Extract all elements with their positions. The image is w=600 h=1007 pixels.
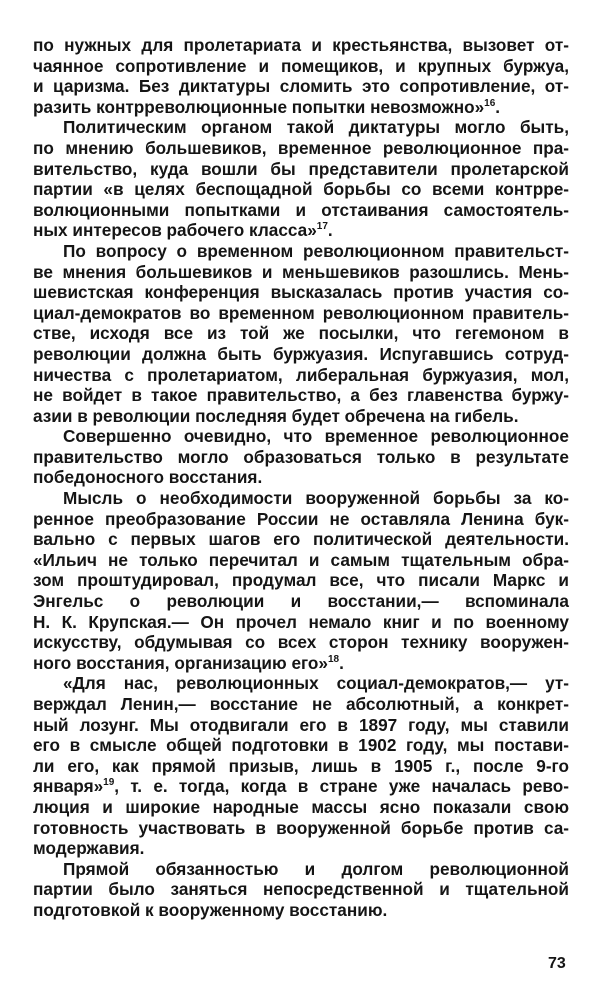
line-text: Совершенно очевидно, что временное революционное <box>63 426 569 447</box>
text-line <box>33 262 569 283</box>
text-line <box>33 365 569 386</box>
paragraph <box>33 426 569 488</box>
text-line <box>33 220 569 241</box>
line-text-after: . <box>327 220 333 241</box>
text-line <box>33 550 569 571</box>
text-line <box>33 776 569 797</box>
text-line <box>33 467 569 488</box>
line-text: партии «в целях беспощадной борьбы со всеми контрре- <box>33 179 569 200</box>
text-line <box>33 385 569 406</box>
text-line <box>33 200 569 221</box>
line-text: модержавия. <box>33 838 145 859</box>
text-line <box>33 570 569 591</box>
text-line <box>33 632 569 653</box>
paragraph <box>33 673 569 858</box>
text-line <box>33 838 569 859</box>
text-line <box>33 900 569 921</box>
text-line <box>33 488 569 509</box>
line-text: «Ильич не только перечитал и самым тщательным обра- <box>33 549 569 570</box>
line-text: ного восстания, организацию его» <box>33 652 328 673</box>
footnote-ref: 16 <box>484 97 496 109</box>
text-line <box>33 76 569 97</box>
line-text: января» <box>33 776 104 797</box>
line-text: верждал Ленин,— восстание не абсолютный, а конкрет- <box>33 694 569 714</box>
line-text: чаянное сопротивление и помещиков, и крупных буржуа, <box>33 55 569 76</box>
text-line <box>33 673 569 694</box>
text-line <box>33 426 569 447</box>
text-line <box>33 406 569 427</box>
line-text-after: . <box>339 652 344 673</box>
text-line <box>33 344 569 365</box>
line-text: люция и широкие народные массы ясно показали свою <box>33 796 569 817</box>
line-text: его в смысле общей подготовки в 1902 году, мы постави- <box>33 735 569 756</box>
line-text: революции должна быть буржуазия. Испугавшись сотруд- <box>33 343 569 364</box>
line-text: Н. К. Крупская.— Он прочел немало книг и по военному <box>33 611 569 632</box>
line-text: азии в революции последняя будет обречена на гибель. <box>33 405 519 426</box>
text-line <box>33 612 569 633</box>
paragraph <box>33 241 569 426</box>
line-text: партии было заняться непосредственной и тщательной <box>33 879 569 900</box>
footnote-ref: 18 <box>328 653 340 665</box>
text-line <box>33 756 569 777</box>
text-line <box>33 323 569 344</box>
text-line <box>33 35 569 56</box>
paragraph <box>33 859 569 921</box>
line-text: стве, исходя все из той же посылки, что гегемоном в <box>33 323 569 344</box>
text-line <box>33 529 569 550</box>
line-text: не войдет в такое правительство, а без главенства буржу- <box>33 385 569 406</box>
line-text: ренное преобразование России не оставляла Ленина бук- <box>33 508 569 529</box>
text-line <box>33 159 569 180</box>
line-text: победоносного восстания. <box>33 467 263 488</box>
text-line <box>33 818 569 839</box>
line-text: волюционными попытками и отстаивания самостоятель- <box>33 199 569 220</box>
text-line <box>33 97 569 118</box>
line-text: шевистская конференция высказалась против участия со- <box>33 282 569 303</box>
line-text: ве мнения большевиков и меньшевиков разошлись. Мень- <box>33 261 569 282</box>
paragraph <box>33 35 569 117</box>
line-text: ный лозунг. Мы отодвигали его в 1897 году, мы ставили <box>33 714 569 735</box>
line-text: Политическим органом такой диктатуры могло быть, <box>63 117 569 138</box>
page-number: 73 <box>548 955 566 972</box>
line-text-after: . <box>495 96 501 117</box>
text-line <box>33 879 569 900</box>
text-line <box>33 282 569 303</box>
text-line <box>33 117 569 138</box>
line-text: по нужных для пролетариата и крестьянства, вызовет от- <box>33 35 569 55</box>
line-text: и царизма. Без диктатуры сломить это сопротивление, от- <box>33 76 569 97</box>
text-line <box>33 735 569 756</box>
line-text: вительство, куда вошли бы представители пролетарской <box>33 158 569 179</box>
line-text: Мысль о необходимости вооруженной борьбы за ко- <box>63 488 569 509</box>
line-text: «Для нас, революционных социал-демократов,— ут- <box>63 673 569 694</box>
line-text: зом проштудировал, продумал все, что писали Маркс и <box>33 570 569 591</box>
page-body-text <box>33 35 569 921</box>
line-text: Прямой обязанностью и долгом революционной <box>63 858 569 879</box>
text-line <box>33 715 569 736</box>
footnote-ref: 17 <box>316 221 328 233</box>
line-text: готовность участвовать в вооруженной борьбе против са- <box>33 817 569 838</box>
line-text: ных интересов рабочего класса» <box>33 220 317 241</box>
line-text: подготовкой к вооруженному восстанию. <box>33 899 388 920</box>
line-text: ничества с пролетариатом, либеральная буржуазия, мол, <box>33 364 569 385</box>
line-text: правительство могло образоваться только в результате <box>33 446 569 467</box>
line-text: ли его, как прямой призыв, лишь в 1905 г., после 9-го <box>33 755 569 776</box>
line-text: циал-демократов во временном революционном правитель- <box>33 302 569 323</box>
text-line <box>33 591 569 612</box>
text-line <box>33 509 569 530</box>
line-text: Энгельс о революции и восстании,— вспоминала <box>33 591 569 612</box>
text-line <box>33 138 569 159</box>
line-text: По вопросу о временном революционном правительст- <box>63 240 569 261</box>
text-line <box>33 447 569 468</box>
line-text: вально с первых шагов его политической деятельности. <box>33 529 569 550</box>
paragraph <box>33 488 569 673</box>
line-text: разить контрреволюционные попытки невозможно» <box>33 96 485 117</box>
text-line <box>33 241 569 262</box>
text-line <box>33 653 569 674</box>
text-line <box>33 179 569 200</box>
paragraph <box>33 117 569 241</box>
text-line <box>33 859 569 880</box>
text-line <box>33 797 569 818</box>
text-line <box>33 694 569 715</box>
text-line <box>33 56 569 77</box>
line-text-after: , т. е. тогда, когда в стране уже началась рево- <box>114 776 569 797</box>
text-line <box>33 303 569 324</box>
footnote-ref: 19 <box>103 777 115 789</box>
line-text: искусству, обдумывая со всех сторон технику вооружен- <box>33 632 569 653</box>
line-text: по мнению большевиков, временное революционное пра- <box>33 137 569 158</box>
